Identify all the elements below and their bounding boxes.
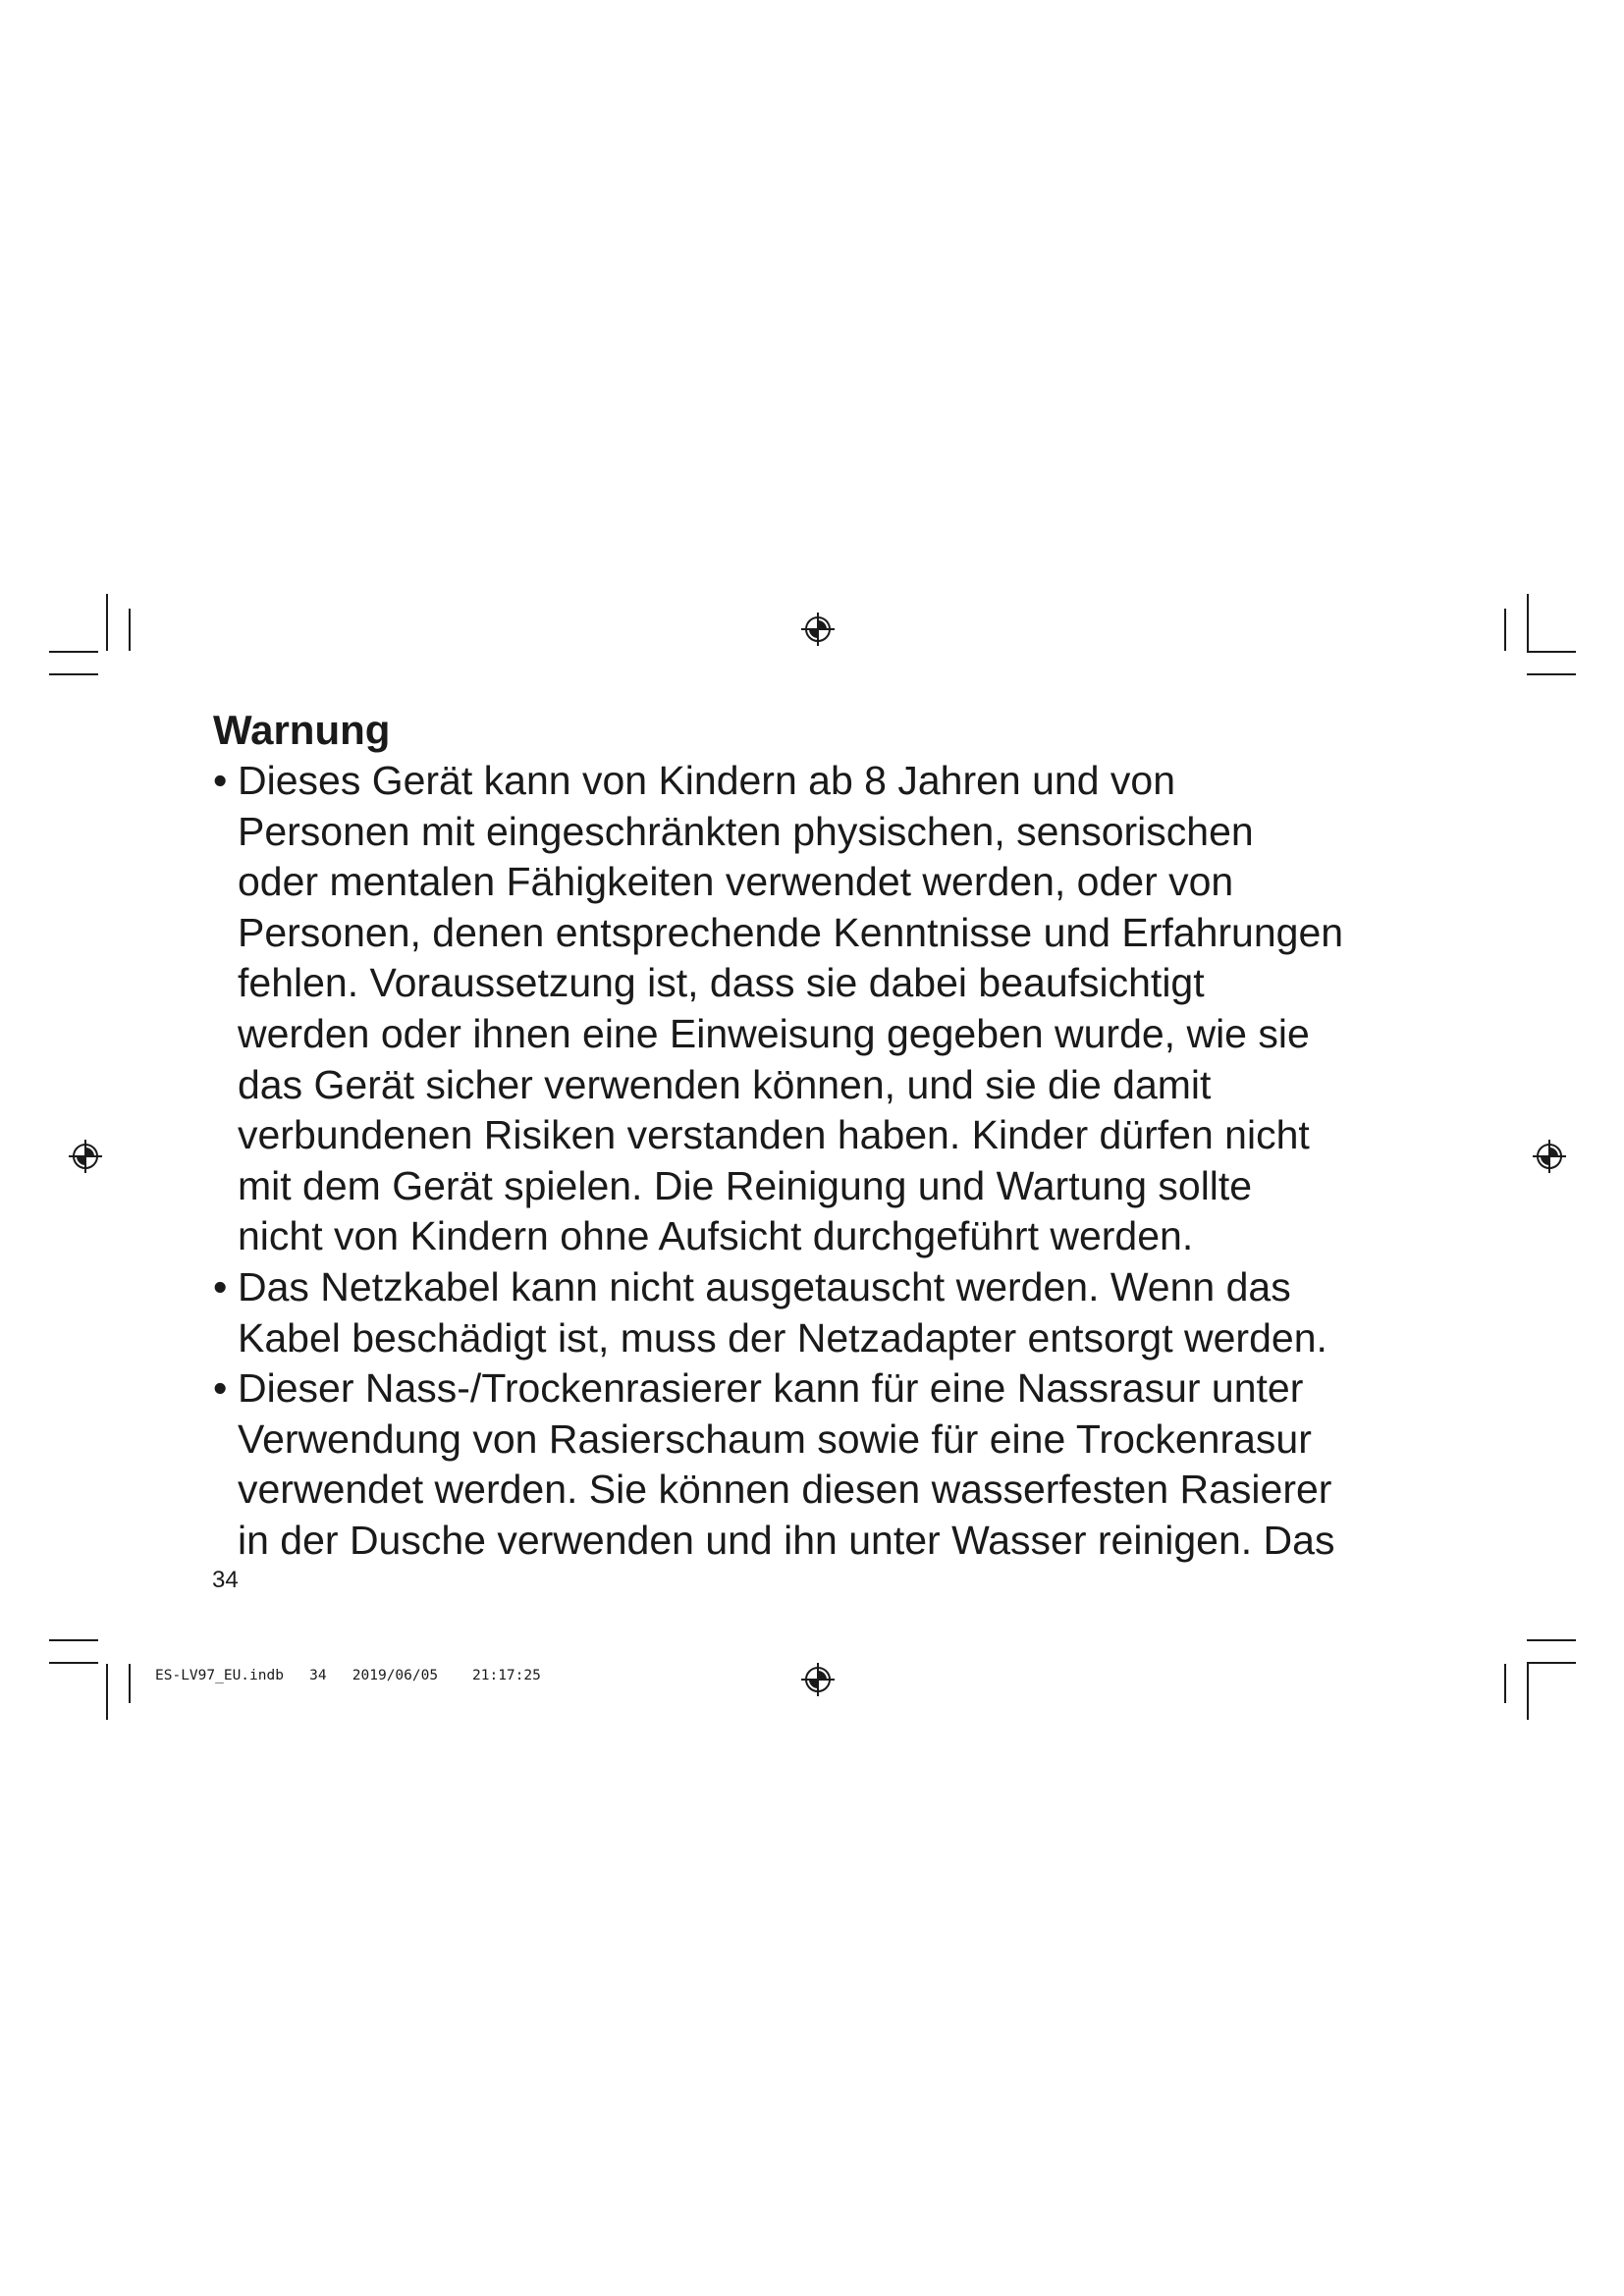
crop-mark-icon — [1527, 1664, 1529, 1720]
crop-mark-icon — [49, 1662, 98, 1664]
warning-list — [213, 756, 1440, 1567]
text-line: das Gerät sicher verwenden können, und sie die damit — [238, 1061, 1212, 1107]
crosshair-registration-icon — [69, 1140, 102, 1173]
bullet-text — [238, 1363, 1440, 1566]
text-line: Personen mit eingeschränkten physischen, sensorischen — [238, 808, 1254, 854]
text-line: Dieser Nass-/Trockenrasierer kann für eine Nassrasur unter — [238, 1365, 1304, 1412]
text-line: Dieses Gerät kann von Kindern ab 8 Jahren und von — [238, 758, 1175, 803]
text-line: werden oder ihnen eine Einweisung gegeben wurde, wie sie — [238, 1010, 1310, 1056]
bullet-icon: • — [213, 1365, 228, 1412]
text-line: in der Dusche verwenden und ihn unter Wasser reinigen. Das — [238, 1517, 1335, 1563]
crosshair-registration-icon — [801, 613, 835, 646]
section-heading: Warnung — [213, 707, 391, 753]
warning-section — [213, 705, 1440, 1567]
crop-mark-icon — [106, 594, 108, 651]
print-slug: ES-LV97_EU.indb 34 2019/06/05 21:17:25 — [155, 1668, 541, 1683]
crop-mark-icon — [49, 1639, 98, 1641]
crop-mark-icon — [129, 609, 131, 651]
text-line: Verwendung von Rasierschaum sowie für eine Trockenrasur — [238, 1415, 1312, 1462]
text-line: verbundenen Risiken verstanden haben. Kinder dürfen nicht — [238, 1112, 1310, 1158]
crosshair-registration-icon — [1533, 1140, 1566, 1173]
bullet-text — [238, 1262, 1440, 1363]
crop-mark-icon — [129, 1664, 131, 1703]
list-item — [213, 1363, 1440, 1566]
text-line: Kabel beschädigt ist, muss der Netzadapter entsorgt werden. — [238, 1314, 1327, 1361]
crop-mark-icon — [49, 651, 98, 653]
bullet-icon: • — [213, 758, 228, 803]
crop-mark-icon — [1504, 609, 1506, 651]
text-line: Personen, denen entsprechende Kenntnisse und Erfahrungen — [238, 909, 1344, 955]
crosshair-registration-icon — [801, 1663, 835, 1696]
list-item — [213, 756, 1440, 1262]
crop-mark-icon — [1527, 673, 1576, 675]
crop-mark-icon — [1527, 1639, 1576, 1641]
crop-mark-icon — [1527, 594, 1529, 651]
text-line: Das Netzkabel kann nicht ausgetauscht werden. Wenn das — [238, 1263, 1291, 1309]
crop-mark-icon — [1527, 1662, 1576, 1664]
text-line: mit dem Gerät spielen. Die Reinigung und Wartung sollte — [238, 1162, 1253, 1208]
text-line: nicht von Kindern ohne Aufsicht durchgeführt werden. — [238, 1213, 1194, 1259]
bullet-text — [238, 756, 1440, 1262]
crop-mark-icon — [49, 673, 98, 675]
crop-mark-icon — [1527, 651, 1576, 653]
crop-mark-icon — [1504, 1664, 1506, 1703]
text-line: verwendet werden. Sie können diesen wasserfesten Rasierer — [238, 1467, 1332, 1513]
page-number: 34 — [212, 1567, 239, 1593]
crop-mark-icon — [106, 1664, 108, 1720]
list-item — [213, 1262, 1440, 1363]
text-line: oder mentalen Fähigkeiten verwendet werden, oder von — [238, 859, 1234, 905]
text-line: fehlen. Voraussetzung ist, dass sie dabei beaufsichtigt — [238, 960, 1205, 1006]
bullet-icon: • — [213, 1263, 228, 1309]
